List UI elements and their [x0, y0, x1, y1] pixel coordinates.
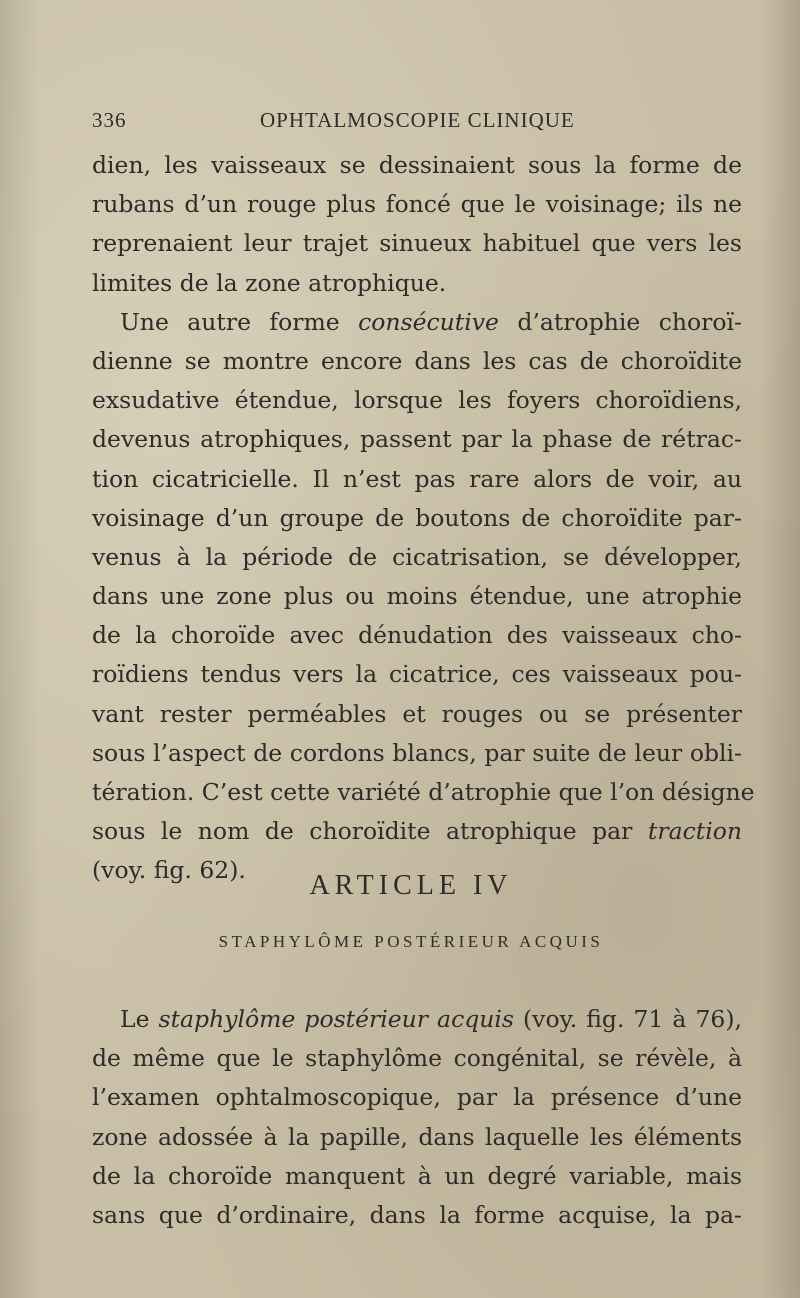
text-line	[92, 303, 742, 342]
body-text-upper	[92, 146, 755, 891]
text-line: dienne se montre encore dans les cas de choroïdite	[92, 346, 742, 375]
article-subheading: STAPHYLÔME POSTÉRIEUR ACQUIS	[218, 932, 604, 951]
page-number: 336	[92, 108, 127, 132]
text-line: vant rester perméables et rouges ou se présenter	[92, 699, 742, 728]
text-line: reprenaient leur trajet sinueux habituel que vers les	[92, 229, 742, 258]
text-line: de même que le staphylôme congénital, se révèle, à	[92, 1044, 742, 1073]
text-line: exsudative étendue, lorsque les foyers choroïdiens,	[92, 386, 742, 415]
text-line: limites de la zone atrophique.	[92, 268, 447, 297]
body-text-lower	[92, 1000, 742, 1235]
text-line	[92, 812, 742, 851]
italic-term: consécutive	[358, 307, 499, 336]
text-line: sous l’aspect de cordons blancs, par suite de leur obli-	[92, 738, 742, 767]
page-header-title: OPHTALMOSCOPIE CLINIQUE	[260, 108, 575, 132]
text-segment: Une autre forme	[120, 307, 359, 336]
text-line: venus à la période de cicatrisation, se développer,	[92, 542, 742, 571]
italic-term: staphylôme postérieur acquis	[158, 1005, 514, 1033]
text-line: zone adossée à la papille, dans laquelle les éléments	[92, 1122, 742, 1151]
text-line: l’examen ophtalmoscopique, par la présence d’une	[92, 1083, 742, 1112]
text-line: dien, les vaisseaux se dessinaient sous la forme de	[92, 151, 742, 179]
text-line: roïdiens tendus vers la cicatrice, ces vaisseaux pou-	[92, 660, 742, 689]
text-line: tion cicatricielle. Il n’est pas rare alors de voir, au	[92, 464, 742, 493]
italic-term: traction	[647, 817, 742, 846]
text-line: dans une zone plus ou moins étendue, une atrophie	[92, 582, 742, 611]
text-line: devenus atrophiques, passent par la phase de rétrac-	[92, 425, 742, 454]
text-segment: d’atrophie choroï-	[498, 307, 742, 336]
text-line: sans que d’ordinaire, dans la forme acquise, la pa-	[92, 1200, 742, 1229]
text-line	[92, 1000, 742, 1039]
text-line: de la choroïde manquent à un degré variable, mais	[92, 1161, 742, 1190]
running-head	[92, 108, 742, 138]
text-segment: (voy. fig. 71 à 76),	[513, 1005, 742, 1033]
text-line: de la choroïde avec dénudation des vaisseaux cho-	[92, 621, 742, 650]
text-line: (voy. fig. 62).	[92, 856, 246, 885]
article-heading: ARTICLE IV	[309, 870, 513, 901]
text-segment: sous le nom de choroïdite atrophique par	[92, 817, 648, 846]
text-segment: Le	[120, 1005, 159, 1033]
text-line: voisinage d’un groupe de boutons de choroïdite par-	[92, 503, 742, 532]
text-line: rubans d’un rouge plus foncé que le voisinage; ils ne	[92, 190, 742, 219]
text-line: tération. C’est cette variété d’atrophie que l’on désigne	[92, 778, 755, 806]
